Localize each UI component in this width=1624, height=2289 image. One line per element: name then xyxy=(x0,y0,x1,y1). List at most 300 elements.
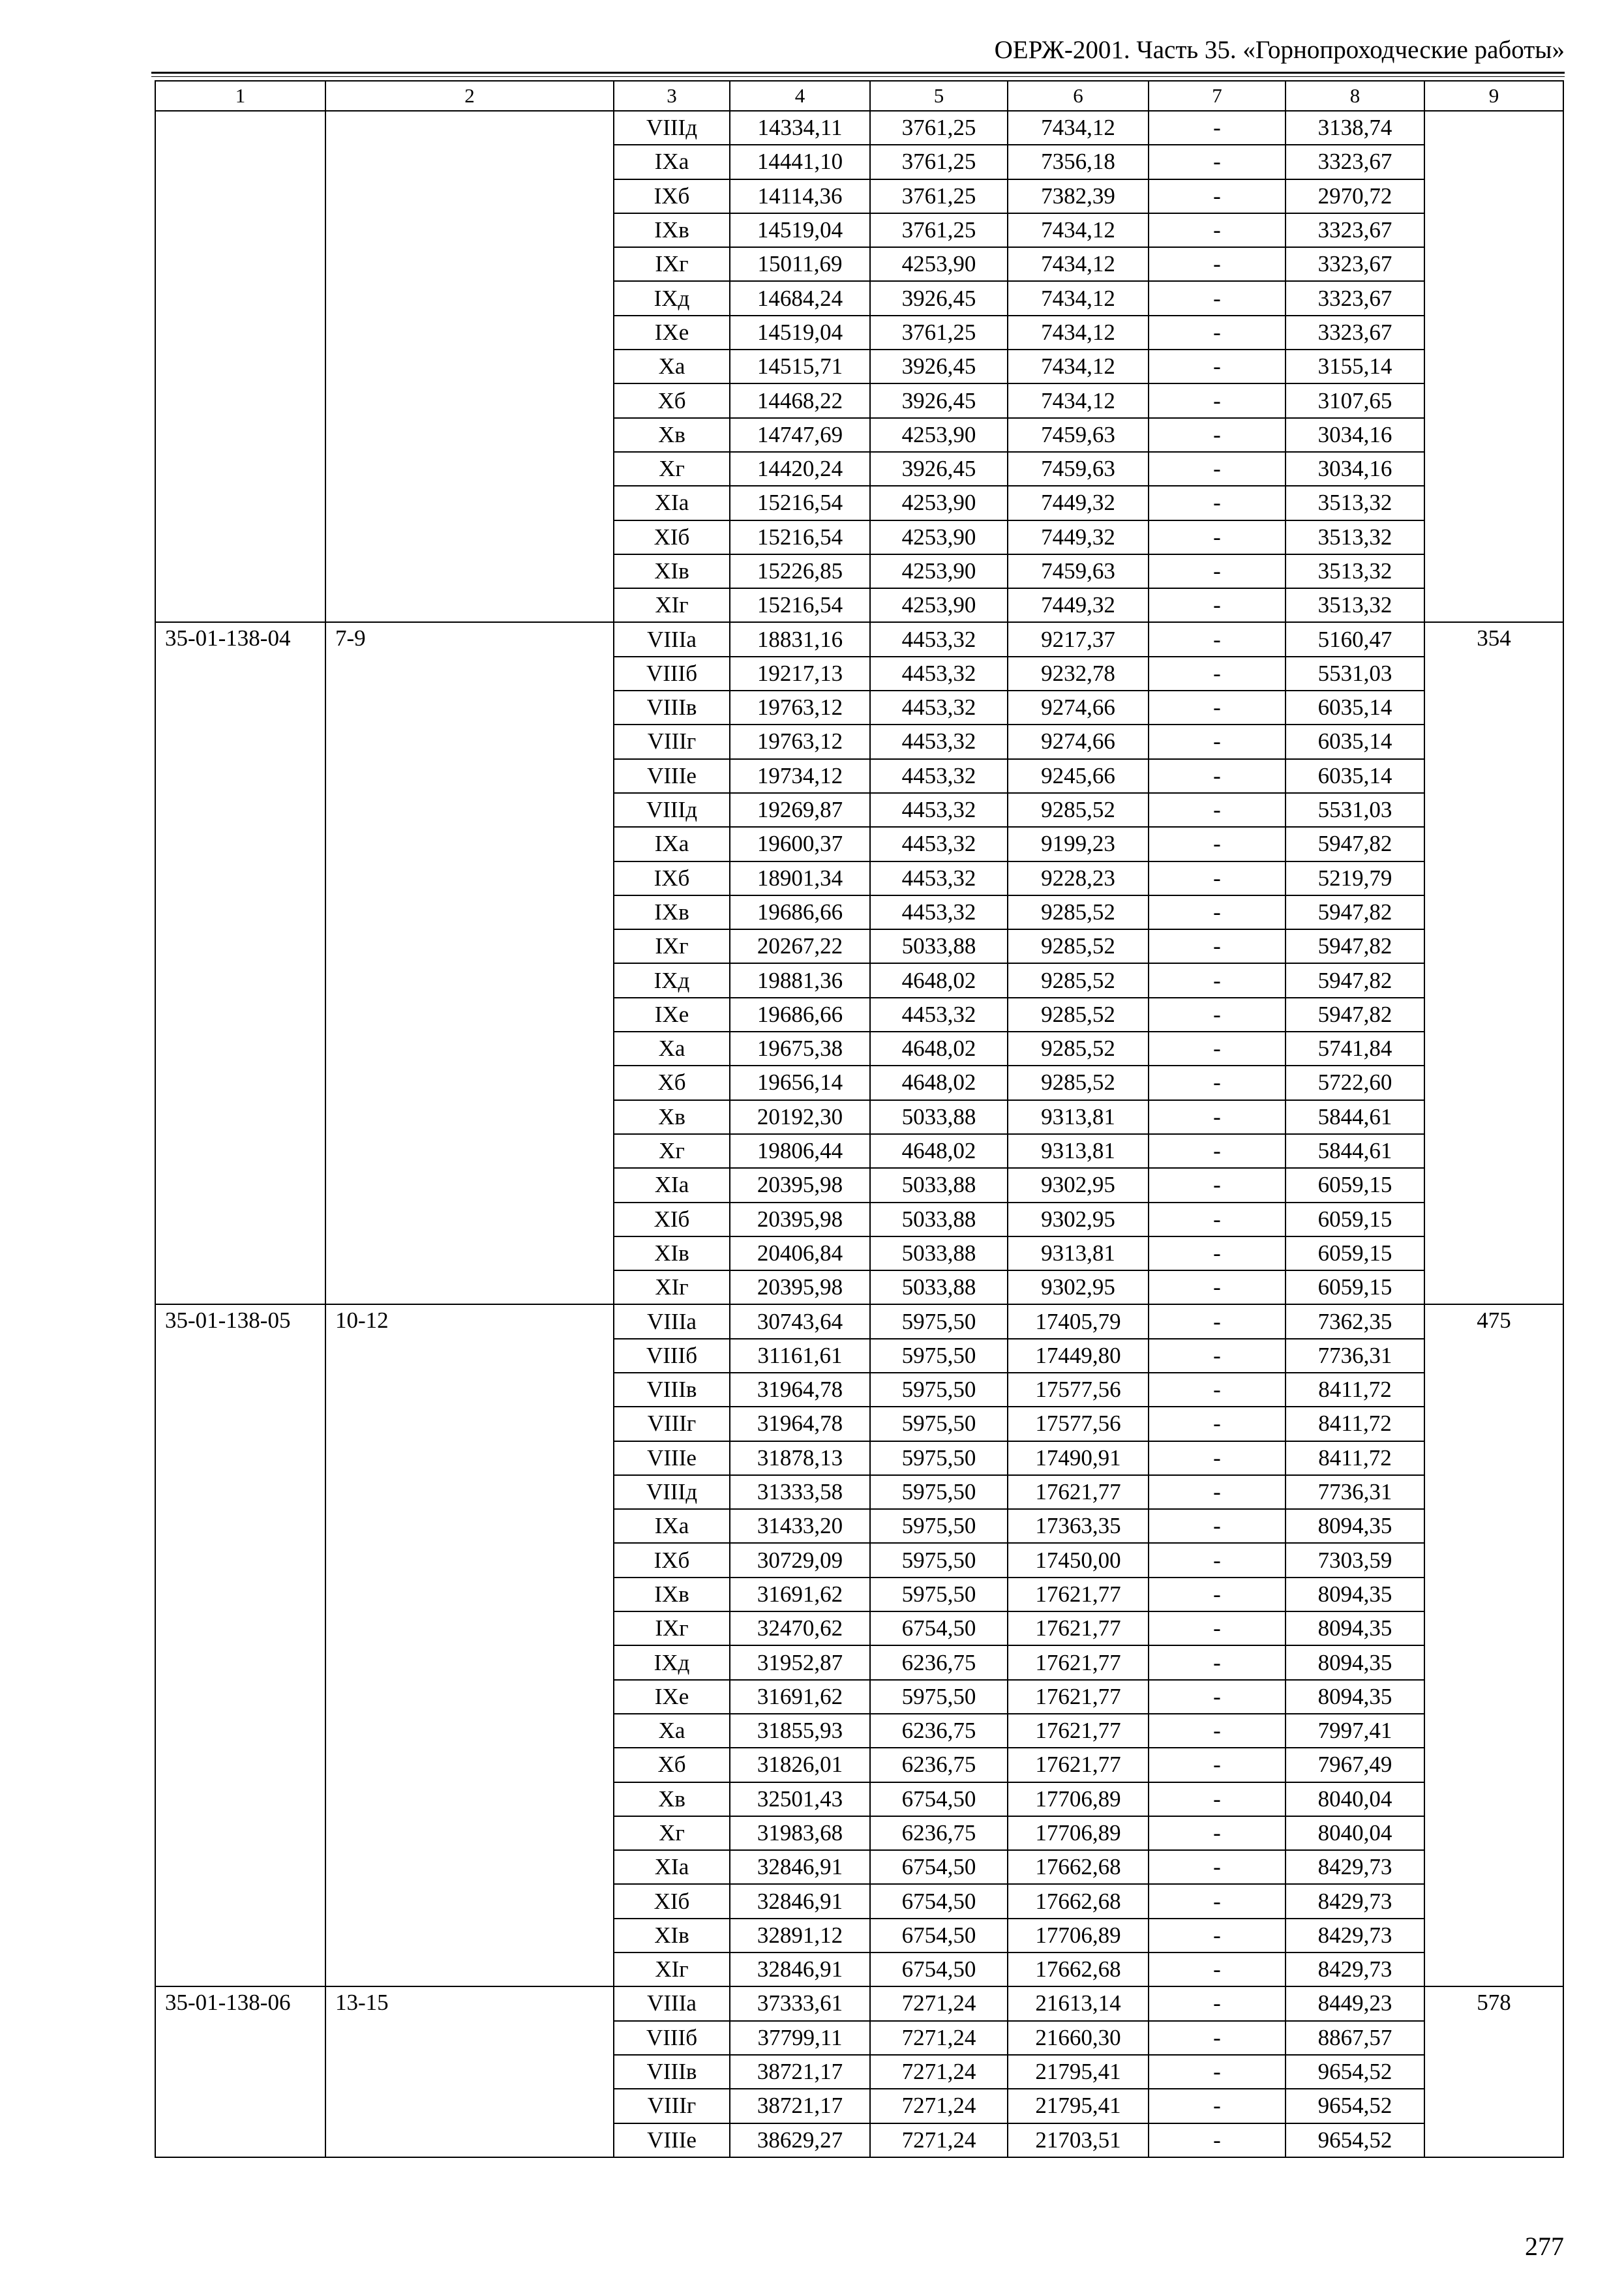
table-cell: 8411,72 xyxy=(1286,1407,1424,1441)
table-cell: 6035,14 xyxy=(1286,725,1424,758)
table-cell: VIIIв xyxy=(614,1373,730,1407)
table-cell: XIг xyxy=(614,588,730,622)
table-cell: 7449,32 xyxy=(1008,588,1149,622)
table-cell: - xyxy=(1149,111,1286,145)
rates-table xyxy=(155,80,1564,2158)
table-cell: 38721,17 xyxy=(730,2055,870,2089)
table-cell: 4453,32 xyxy=(870,827,1008,861)
table-cell: 17662,68 xyxy=(1008,1952,1149,1986)
weight-cell: 475 xyxy=(1424,1304,1563,1986)
table-cell: 9245,66 xyxy=(1008,759,1149,793)
table-cell: VIIIе xyxy=(614,759,730,793)
table-cell: - xyxy=(1149,895,1286,929)
column-header: 4 xyxy=(730,81,870,111)
table-cell: 31826,01 xyxy=(730,1748,870,1782)
rate-range-cell xyxy=(325,111,614,622)
table-cell: 5947,82 xyxy=(1286,963,1424,997)
table-cell: Xа xyxy=(614,1714,730,1748)
table-cell: - xyxy=(1149,1952,1286,1986)
table-cell: 5844,61 xyxy=(1286,1100,1424,1134)
table-cell: 9285,52 xyxy=(1008,963,1149,997)
table-cell: - xyxy=(1149,861,1286,895)
table-cell: 3513,32 xyxy=(1286,554,1424,588)
table-cell: IXв xyxy=(614,895,730,929)
table-cell: 19686,66 xyxy=(730,895,870,929)
table-cell: 37799,11 xyxy=(730,2021,870,2055)
table-cell: - xyxy=(1149,827,1286,861)
table-cell: 2970,72 xyxy=(1286,179,1424,213)
table-cell: 17662,68 xyxy=(1008,1850,1149,1884)
table-cell: IXд xyxy=(614,281,730,315)
table-cell: 8411,72 xyxy=(1286,1441,1424,1475)
table-cell: VIIIд xyxy=(614,111,730,145)
table-cell: 3761,25 xyxy=(870,145,1008,179)
table-cell: - xyxy=(1149,554,1286,588)
table-cell: - xyxy=(1149,2089,1286,2123)
table-cell: - xyxy=(1149,1543,1286,1577)
table-cell: 4453,32 xyxy=(870,793,1008,827)
table-cell: - xyxy=(1149,657,1286,691)
table-cell: 5033,88 xyxy=(870,1270,1008,1304)
table-cell: - xyxy=(1149,145,1286,179)
table-cell: 4648,02 xyxy=(870,963,1008,997)
table-cell: 3926,45 xyxy=(870,350,1008,383)
table-cell: - xyxy=(1149,452,1286,486)
table-cell: 17621,77 xyxy=(1008,1645,1149,1679)
table-cell: 7736,31 xyxy=(1286,1339,1424,1373)
table-cell: IXб xyxy=(614,1543,730,1577)
table-cell: - xyxy=(1149,1884,1286,1918)
table-cell: - xyxy=(1149,247,1286,281)
table-cell: 15216,54 xyxy=(730,486,870,520)
table-cell: 17449,80 xyxy=(1008,1339,1149,1373)
table-cell: - xyxy=(1149,759,1286,793)
table-cell: XIб xyxy=(614,520,730,554)
table-cell: 21703,51 xyxy=(1008,2123,1149,2157)
table-cell: 8040,04 xyxy=(1286,1782,1424,1816)
table-cell: IXг xyxy=(614,247,730,281)
table-cell: 8429,73 xyxy=(1286,1884,1424,1918)
table-cell: - xyxy=(1149,1475,1286,1509)
table-cell: 9285,52 xyxy=(1008,1066,1149,1100)
table-cell: IXг xyxy=(614,929,730,963)
table-cell: 6059,15 xyxy=(1286,1168,1424,1202)
table-cell: VIIIа xyxy=(614,622,730,656)
table-cell: XIа xyxy=(614,486,730,520)
table-cell: - xyxy=(1149,1919,1286,1952)
table-cell: - xyxy=(1149,350,1286,383)
table-cell: 7997,41 xyxy=(1286,1714,1424,1748)
table-cell: 8094,35 xyxy=(1286,1578,1424,1611)
table-cell: 9313,81 xyxy=(1008,1134,1149,1168)
table-cell: - xyxy=(1149,588,1286,622)
table-cell: - xyxy=(1149,1066,1286,1100)
table-cell: 15216,54 xyxy=(730,588,870,622)
table-cell: 4453,32 xyxy=(870,622,1008,656)
table-cell: 9285,52 xyxy=(1008,895,1149,929)
table-cell: 7736,31 xyxy=(1286,1475,1424,1509)
rate-code-cell: 35-01-138-04 xyxy=(155,622,325,1304)
table-cell: 9654,52 xyxy=(1286,2089,1424,2123)
column-header: 8 xyxy=(1286,81,1424,111)
table-cell: 17577,56 xyxy=(1008,1407,1149,1441)
table-cell: 20395,98 xyxy=(730,1203,870,1236)
table-cell: - xyxy=(1149,1578,1286,1611)
table-cell: 7271,24 xyxy=(870,2021,1008,2055)
table-cell: 17706,89 xyxy=(1008,1782,1149,1816)
table-cell: IXа xyxy=(614,1509,730,1543)
table-cell: - xyxy=(1149,1304,1286,1338)
table-cell: 4253,90 xyxy=(870,418,1008,452)
table-cell: VIIIа xyxy=(614,1986,730,2020)
table-cell: 8094,35 xyxy=(1286,1645,1424,1679)
table-cell: 17363,35 xyxy=(1008,1509,1149,1543)
table-cell: - xyxy=(1149,1611,1286,1645)
table-cell: 31333,58 xyxy=(730,1475,870,1509)
rate-code-cell: 35-01-138-06 xyxy=(155,1986,325,2157)
table-cell: 19763,12 xyxy=(730,691,870,725)
table-cell: 6035,14 xyxy=(1286,691,1424,725)
table-cell: 5033,88 xyxy=(870,1100,1008,1134)
table-cell: 3323,67 xyxy=(1286,281,1424,315)
table-cell: 14519,04 xyxy=(730,213,870,247)
table-cell: IXв xyxy=(614,1578,730,1611)
table-cell: 9654,52 xyxy=(1286,2055,1424,2089)
table-cell: 8094,35 xyxy=(1286,1509,1424,1543)
table-cell: 4453,32 xyxy=(870,691,1008,725)
table-cell: - xyxy=(1149,1032,1286,1066)
table-cell: 3926,45 xyxy=(870,452,1008,486)
table-cell: - xyxy=(1149,691,1286,725)
table-cell: 6754,50 xyxy=(870,1782,1008,1816)
table-cell: 32470,62 xyxy=(730,1611,870,1645)
table-cell: 3323,67 xyxy=(1286,247,1424,281)
table-cell: XIв xyxy=(614,554,730,588)
table-cell: 3926,45 xyxy=(870,383,1008,417)
table-cell: 5975,50 xyxy=(870,1373,1008,1407)
table-cell: 5219,79 xyxy=(1286,861,1424,895)
table-cell: 8411,72 xyxy=(1286,1373,1424,1407)
table-cell: 31691,62 xyxy=(730,1680,870,1714)
table-cell: IXв xyxy=(614,213,730,247)
table-cell: 4253,90 xyxy=(870,486,1008,520)
header-rule-thin xyxy=(151,76,1565,77)
table-cell: XIб xyxy=(614,1884,730,1918)
table-cell: 15226,85 xyxy=(730,554,870,588)
weight-cell xyxy=(1424,111,1563,622)
table-cell: - xyxy=(1149,929,1286,963)
table-cell: Xб xyxy=(614,383,730,417)
table-cell: 31964,78 xyxy=(730,1373,870,1407)
table-cell: 7449,32 xyxy=(1008,486,1149,520)
table-cell: 5033,88 xyxy=(870,1236,1008,1270)
table-cell: - xyxy=(1149,1782,1286,1816)
table-cell: 17621,77 xyxy=(1008,1714,1149,1748)
table-cell: - xyxy=(1149,486,1286,520)
table-cell: 18901,34 xyxy=(730,861,870,895)
table-cell: IXб xyxy=(614,179,730,213)
table-cell: - xyxy=(1149,1748,1286,1782)
table-cell: - xyxy=(1149,2123,1286,2157)
table-cell: Xв xyxy=(614,1100,730,1134)
table-cell: 14519,04 xyxy=(730,316,870,350)
table-cell: 17706,89 xyxy=(1008,1816,1149,1850)
table-cell: - xyxy=(1149,520,1286,554)
table-cell: 7434,12 xyxy=(1008,247,1149,281)
table-cell: 7362,35 xyxy=(1286,1304,1424,1338)
table-cell: 5975,50 xyxy=(870,1304,1008,1338)
table-cell: 5975,50 xyxy=(870,1680,1008,1714)
table-cell: 9228,23 xyxy=(1008,861,1149,895)
table-cell: Xв xyxy=(614,418,730,452)
table-cell: 31691,62 xyxy=(730,1578,870,1611)
table-cell: XIб xyxy=(614,1203,730,1236)
table-cell: VIIIг xyxy=(614,725,730,758)
table-cell: - xyxy=(1149,1645,1286,1679)
table-cell: 4453,32 xyxy=(870,657,1008,691)
table-cell: 7434,12 xyxy=(1008,213,1149,247)
table-cell: 7434,12 xyxy=(1008,316,1149,350)
table-cell: 15216,54 xyxy=(730,520,870,554)
table-cell: 4648,02 xyxy=(870,1066,1008,1100)
table-cell: 14684,24 xyxy=(730,281,870,315)
table-cell: 4453,32 xyxy=(870,998,1008,1032)
table-cell: 5722,60 xyxy=(1286,1066,1424,1100)
table-cell: 6754,50 xyxy=(870,1850,1008,1884)
table-cell: - xyxy=(1149,1680,1286,1714)
table-cell: 5947,82 xyxy=(1286,929,1424,963)
table-cell: - xyxy=(1149,1850,1286,1884)
table-cell: XIв xyxy=(614,1919,730,1952)
table-cell: 3761,25 xyxy=(870,316,1008,350)
table-cell: 9285,52 xyxy=(1008,1032,1149,1066)
table-cell: 9313,81 xyxy=(1008,1236,1149,1270)
table-cell: 6754,50 xyxy=(870,1919,1008,1952)
table-cell: Xв xyxy=(614,1782,730,1816)
table-cell: - xyxy=(1149,1714,1286,1748)
table-cell: - xyxy=(1149,1203,1286,1236)
table-cell: 32501,43 xyxy=(730,1782,870,1816)
table-cell: 9217,37 xyxy=(1008,622,1149,656)
table-row xyxy=(155,111,1563,145)
table-cell: 5947,82 xyxy=(1286,998,1424,1032)
table-cell: XIа xyxy=(614,1168,730,1202)
table-cell: 9285,52 xyxy=(1008,998,1149,1032)
table-cell: 17621,77 xyxy=(1008,1611,1149,1645)
table-cell: 6236,75 xyxy=(870,1645,1008,1679)
table-cell: 7967,49 xyxy=(1286,1748,1424,1782)
table-cell: IXа xyxy=(614,827,730,861)
table-row xyxy=(155,1986,1563,2020)
table-cell: 20267,22 xyxy=(730,929,870,963)
table-cell: XIг xyxy=(614,1952,730,1986)
table-cell: 17577,56 xyxy=(1008,1373,1149,1407)
page-header: ОЕРЖ-2001. Часть 35. «Горнопроходческие работы» xyxy=(994,36,1565,64)
table-cell: 8094,35 xyxy=(1286,1680,1424,1714)
table-cell: Xг xyxy=(614,452,730,486)
table-cell: 20192,30 xyxy=(730,1100,870,1134)
column-header: 2 xyxy=(325,81,614,111)
table-cell: 7459,63 xyxy=(1008,452,1149,486)
table-cell: 5975,50 xyxy=(870,1543,1008,1577)
table-cell: 30743,64 xyxy=(730,1304,870,1338)
table-cell: 4453,32 xyxy=(870,895,1008,929)
table-cell: 3138,74 xyxy=(1286,111,1424,145)
table-cell: - xyxy=(1149,1407,1286,1441)
table-cell: 14114,36 xyxy=(730,179,870,213)
table-cell: 19217,13 xyxy=(730,657,870,691)
table-cell: Xг xyxy=(614,1134,730,1168)
table-row xyxy=(155,622,1563,656)
table-cell: 8040,04 xyxy=(1286,1816,1424,1850)
table-cell: 6236,75 xyxy=(870,1748,1008,1782)
weight-cell: 354 xyxy=(1424,622,1563,1304)
table-cell: - xyxy=(1149,1816,1286,1850)
table-cell: 3107,65 xyxy=(1286,383,1424,417)
table-cell: 4253,90 xyxy=(870,588,1008,622)
table-cell: XIг xyxy=(614,1270,730,1304)
table-cell: 20395,98 xyxy=(730,1270,870,1304)
table-cell: 3034,16 xyxy=(1286,418,1424,452)
table-cell: 6236,75 xyxy=(870,1714,1008,1748)
table-cell: - xyxy=(1149,1986,1286,2020)
table-cell: 19763,12 xyxy=(730,725,870,758)
table-cell: 31952,87 xyxy=(730,1645,870,1679)
table-cell: 19881,36 xyxy=(730,963,870,997)
table-cell: - xyxy=(1149,281,1286,315)
table-cell: - xyxy=(1149,725,1286,758)
table-cell: 38721,17 xyxy=(730,2089,870,2123)
table-cell: 8094,35 xyxy=(1286,1611,1424,1645)
table-cell: 5975,50 xyxy=(870,1407,1008,1441)
table-cell: 6754,50 xyxy=(870,1884,1008,1918)
table-cell: - xyxy=(1149,793,1286,827)
table-cell: 3926,45 xyxy=(870,281,1008,315)
table-cell: 3513,32 xyxy=(1286,520,1424,554)
table-cell: VIIIе xyxy=(614,1441,730,1475)
table-cell: 17450,00 xyxy=(1008,1543,1149,1577)
table-cell: - xyxy=(1149,316,1286,350)
table-cell: 17621,77 xyxy=(1008,1748,1149,1782)
table-cell: - xyxy=(1149,179,1286,213)
table-cell: 20406,84 xyxy=(730,1236,870,1270)
table-cell: 5975,50 xyxy=(870,1578,1008,1611)
table-cell: 5844,61 xyxy=(1286,1134,1424,1168)
table-cell: - xyxy=(1149,1168,1286,1202)
table-cell: 5975,50 xyxy=(870,1475,1008,1509)
table-cell: 9232,78 xyxy=(1008,657,1149,691)
column-header: 1 xyxy=(155,81,325,111)
table-cell: 7449,32 xyxy=(1008,520,1149,554)
table-cell: IXе xyxy=(614,316,730,350)
table-cell: - xyxy=(1149,1509,1286,1543)
table-cell: 4453,32 xyxy=(870,725,1008,758)
table-cell: 3323,67 xyxy=(1286,316,1424,350)
table-cell: 17621,77 xyxy=(1008,1680,1149,1714)
table-cell: 7303,59 xyxy=(1286,1543,1424,1577)
table-cell: 3513,32 xyxy=(1286,486,1424,520)
table-cell: - xyxy=(1149,963,1286,997)
table-cell: 3034,16 xyxy=(1286,452,1424,486)
table-cell: 37333,61 xyxy=(730,1986,870,2020)
table-cell: 32846,91 xyxy=(730,1884,870,1918)
column-number-row xyxy=(155,81,1563,111)
table-cell: 32846,91 xyxy=(730,1850,870,1884)
table-cell: - xyxy=(1149,1134,1286,1168)
table-cell: 9302,95 xyxy=(1008,1270,1149,1304)
table-cell: - xyxy=(1149,998,1286,1032)
table-cell: 7459,63 xyxy=(1008,418,1149,452)
table-cell: 17706,89 xyxy=(1008,1919,1149,1952)
table-cell: 4453,32 xyxy=(870,861,1008,895)
table-cell: 9274,66 xyxy=(1008,691,1149,725)
table-cell: IXе xyxy=(614,1680,730,1714)
column-header: 7 xyxy=(1149,81,1286,111)
table-cell: 5947,82 xyxy=(1286,895,1424,929)
table-cell: 17621,77 xyxy=(1008,1578,1149,1611)
table-cell: VIIIг xyxy=(614,1407,730,1441)
table-cell: 5033,88 xyxy=(870,1168,1008,1202)
table-cell: 7382,39 xyxy=(1008,179,1149,213)
table-cell: IXа xyxy=(614,145,730,179)
table-cell: 3155,14 xyxy=(1286,350,1424,383)
table-cell: 20395,98 xyxy=(730,1168,870,1202)
table-cell: XIа xyxy=(614,1850,730,1884)
table-cell: 9302,95 xyxy=(1008,1203,1149,1236)
table-cell: 9313,81 xyxy=(1008,1100,1149,1134)
table-cell: 32891,12 xyxy=(730,1919,870,1952)
table-cell: 8867,57 xyxy=(1286,2021,1424,2055)
table-cell: 9274,66 xyxy=(1008,725,1149,758)
table-cell: 21613,14 xyxy=(1008,1986,1149,2020)
rate-range-cell: 7-9 xyxy=(325,622,614,1304)
weight-cell: 578 xyxy=(1424,1986,1563,2157)
table-cell: 14441,10 xyxy=(730,145,870,179)
table-cell: IXе xyxy=(614,998,730,1032)
table-cell: IXд xyxy=(614,1645,730,1679)
table-cell: 5947,82 xyxy=(1286,827,1424,861)
table-cell: 19656,14 xyxy=(730,1066,870,1100)
table-cell: 19686,66 xyxy=(730,998,870,1032)
table-cell: - xyxy=(1149,1441,1286,1475)
table-cell: 4648,02 xyxy=(870,1032,1008,1066)
table-cell: VIIIб xyxy=(614,2021,730,2055)
table-cell: 17405,79 xyxy=(1008,1304,1149,1338)
table-cell: 3761,25 xyxy=(870,111,1008,145)
table-cell: 9285,52 xyxy=(1008,929,1149,963)
table-row xyxy=(155,1304,1563,1338)
table-cell: 7271,24 xyxy=(870,1986,1008,2020)
table-cell: IXг xyxy=(614,1611,730,1645)
table-cell: 8429,73 xyxy=(1286,1952,1424,1986)
table-cell: 3323,67 xyxy=(1286,213,1424,247)
table-cell: 7271,24 xyxy=(870,2089,1008,2123)
rate-code-cell xyxy=(155,111,325,622)
table-cell: 8429,73 xyxy=(1286,1919,1424,1952)
table-cell: 5975,50 xyxy=(870,1441,1008,1475)
table-cell: 7271,24 xyxy=(870,2055,1008,2089)
table-cell: 31433,20 xyxy=(730,1509,870,1543)
table-cell: 5033,88 xyxy=(870,1203,1008,1236)
table-cell: 31964,78 xyxy=(730,1407,870,1441)
table-cell: - xyxy=(1149,1373,1286,1407)
table-cell: 7356,18 xyxy=(1008,145,1149,179)
table-cell: 31161,61 xyxy=(730,1339,870,1373)
table-cell: 6754,50 xyxy=(870,1611,1008,1645)
table-cell: 19806,44 xyxy=(730,1134,870,1168)
table-cell: 14420,24 xyxy=(730,452,870,486)
table-cell: 14334,11 xyxy=(730,111,870,145)
